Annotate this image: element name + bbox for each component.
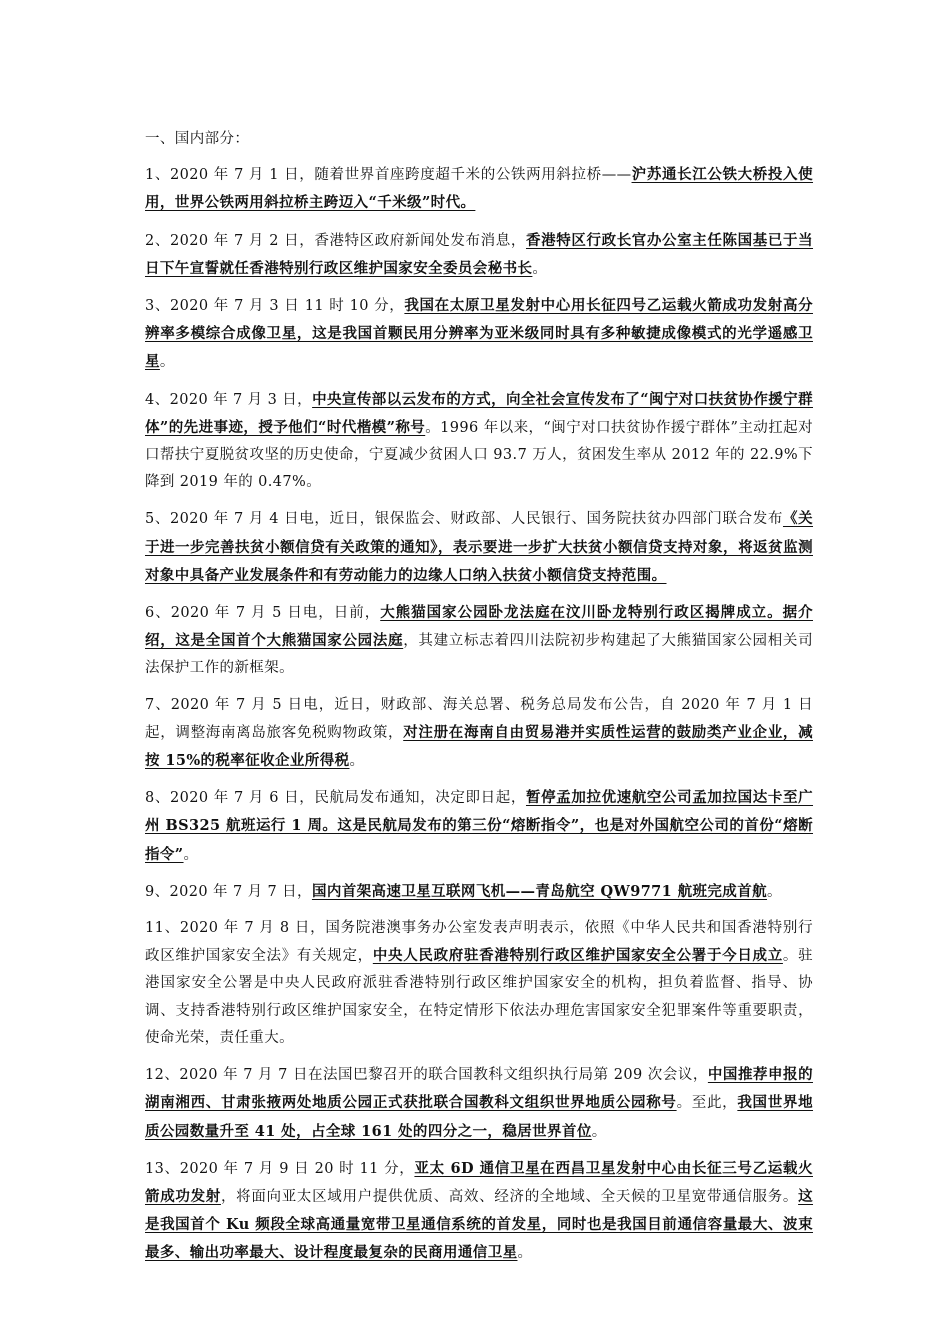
item-number: 1、 [145,167,170,184]
section-title: 一、国内部分： [145,131,250,147]
highlighted-text: 香港特区行政长官办公室主任陈国基已于当日下午宣誓就任香港特别行政区维护国家安全委员会秘书长 [145,231,814,277]
highlighted-text: 《关于进一步完善扶贫小额信贷有关政策的通知》，表示要进一步扩大扶贫小额信贷支持对象，将返贫监测对象中具备产业发展条件和有劳动能力的边缘人口纳入扶贫小额信贷支持范围。 [145,510,814,584]
item-number: 4、 [145,391,170,408]
news-item [145,692,813,776]
highlighted-text: 亚太 6D 通信卫星在西昌卫星发射中心由长征三号乙运载火箭成功发射 [145,1159,813,1205]
item-number: 2、 [145,232,170,249]
item-text: ，其建立标志着四川法院初步构建起了大熊猫国家公园相关司法保护工作的新框架。 [145,633,813,677]
highlighted-text: 我国世界地质公园数量升至 41 处，占全球 161 处的四分之一，稳居世界首位 [145,1094,814,1140]
highlighted-text: 国内首架高速卫星互联网飞机——青岛航空 QW9771 航班完成首航 [311,882,768,900]
news-item [145,1155,813,1268]
item-text: 。 [767,883,782,900]
item-text: 。至此， [676,1095,738,1112]
item-text: 。1996 年以来，“闽宁对口扶贫协作援宁群体”主动扛起对口帮扶宁夏脱贫攻坚的历史使命，宁夏减少贫困人口 93.7 万人，贫困发生率从 2012 年的 22.9%下降到 2019 年的 0.47%。 [145,419,813,491]
news-item [145,915,813,1052]
item-text: 2020 年 7 月 8 日，国务院港澳事务办公室发表声明表示，依照《中华人民共和国香港特别行政区维护国家安全法》有关规定， [145,920,813,965]
document-page [145,126,813,1277]
item-text: 2020 年 7 月 4 日电，近日，银保监会、财政部、人民银行、国务院扶贫办四部门联合发布 [169,511,783,528]
item-number: 3、 [145,298,171,315]
news-item [145,784,813,869]
item-text: ，将面向亚太区域用户提供优质、高效、经济的全地域、全天候的卫星宽带通信服务。 [220,1188,799,1205]
item-number: 7、 [145,696,171,713]
item-text: 。 [591,1123,607,1140]
news-item [145,878,813,906]
highlighted-text: 这是我国首个 Ku 频段全球高通量宽带卫星通信系统的首发星，同时也是我国目前通信容量最大、波束最多、输出功率最大、设计程度最复杂的民商用通信卫星 [145,1187,814,1262]
item-text: 2020 年 7 月 7 日在法国巴黎召开的联合国教科文组织执行局第 209 次会议， [179,1067,708,1084]
news-item [145,505,813,590]
item-number: 13、 [145,1160,180,1177]
highlighted-text: 中国推荐申报的湖南湘西、甘肃张掖两处地质公园正式获批联合国教科文组织世界地质公园称号 [145,1066,813,1112]
news-item [145,292,813,377]
highlighted-text: 对注册在海南自由贸易港并实质性运营的鼓励类产业企业，减按 15%的税率征收企业所得税 [145,723,813,770]
news-item [145,227,813,283]
item-number: 8、 [145,790,170,807]
item-number: 11、 [145,920,180,937]
item-text: 2020 年 7 月 3 日 11 时 10 分， [170,298,405,315]
highlighted-text: 沪苏通长江公铁大桥投入使用，世界公铁两用斜拉桥主跨迈入“千米级”时代。 [145,166,814,212]
item-text: 2020 年 7 月 6 日，民航局发布通知，决定即日起， [169,790,526,807]
item-text: 2020 年 7 月 5 日电，近日，财政部、海关总署、税务总局发布公告，自 2020 年 7 月 1 日起，调整海南离岛旅客免税购物政策， [145,696,813,741]
news-item [145,599,813,683]
highlighted-text: 中央宣传部以云发布的方式，向全社会宣传发布了“闽宁对口扶贫协作援宁群体”的先进事迹，授予他们“时代楷模”称号 [145,390,813,436]
highlighted-text: 暂停孟加拉优速航空公司孟加拉国达卡至广州 BS325 航班运行 1 周。这是民航局发布的第三份“熔断指令”，也是对外国航空公司的首份“熔断指令” [145,789,814,863]
item-text: 2020 年 7 月 1 日，随着世界首座跨度超千米的公铁两用斜拉桥—— [169,167,632,184]
item-text: 。 [349,753,365,770]
item-number: 5、 [145,511,170,528]
highlighted-text: 我国在太原卫星发射中心用长征四号乙运载火箭成功发射高分辨率多模综合成像卫星，这是我国首颗民用分辨率为亚米级同时具有多种敏捷成像模式的光学遥感卫星 [145,297,813,371]
news-item [145,1061,813,1146]
item-text: 。 [517,1245,533,1262]
item-number: 9、 [145,883,170,900]
item-text: 2020 年 7 月 9 日 20 时 11 分， [179,1160,415,1177]
item-number: 12、 [145,1067,180,1084]
news-item [145,161,813,217]
item-text: 2020 年 7 月 5 日电，日前， [170,605,381,622]
item-text: 2020 年 7 月 7 日， [169,883,312,900]
item-text: 2020 年 7 月 3 日， [169,391,313,408]
item-text: 。驻港国家安全公署是中央人民政府派驻香港特别行政区维护国家安全的机构，担负着监督、指导、协调、支持香港特别行政区维护国家安全，在特定情形下依法办理危害国家安全犯罪案件等重要职责，使命光荣，责任重大。 [145,948,813,1046]
news-list [145,161,813,1267]
highlighted-text: 中央人民政府驻香港特别行政区维护国家安全公署于今日成立 [372,947,783,965]
item-text: 。 [159,354,175,371]
highlighted-text: 大熊猫国家公园卧龙法庭在汶川卧龙特别行政区揭牌成立。据介绍，这是全国首个大熊猫国家公园法庭 [145,604,813,650]
news-item [145,386,813,497]
item-text: 2020 年 7 月 2 日，香港特区政府新闻处发布消息， [169,232,526,249]
item-text: 。 [532,260,548,277]
item-text: 。 [183,846,199,863]
item-number: 6、 [145,605,171,622]
